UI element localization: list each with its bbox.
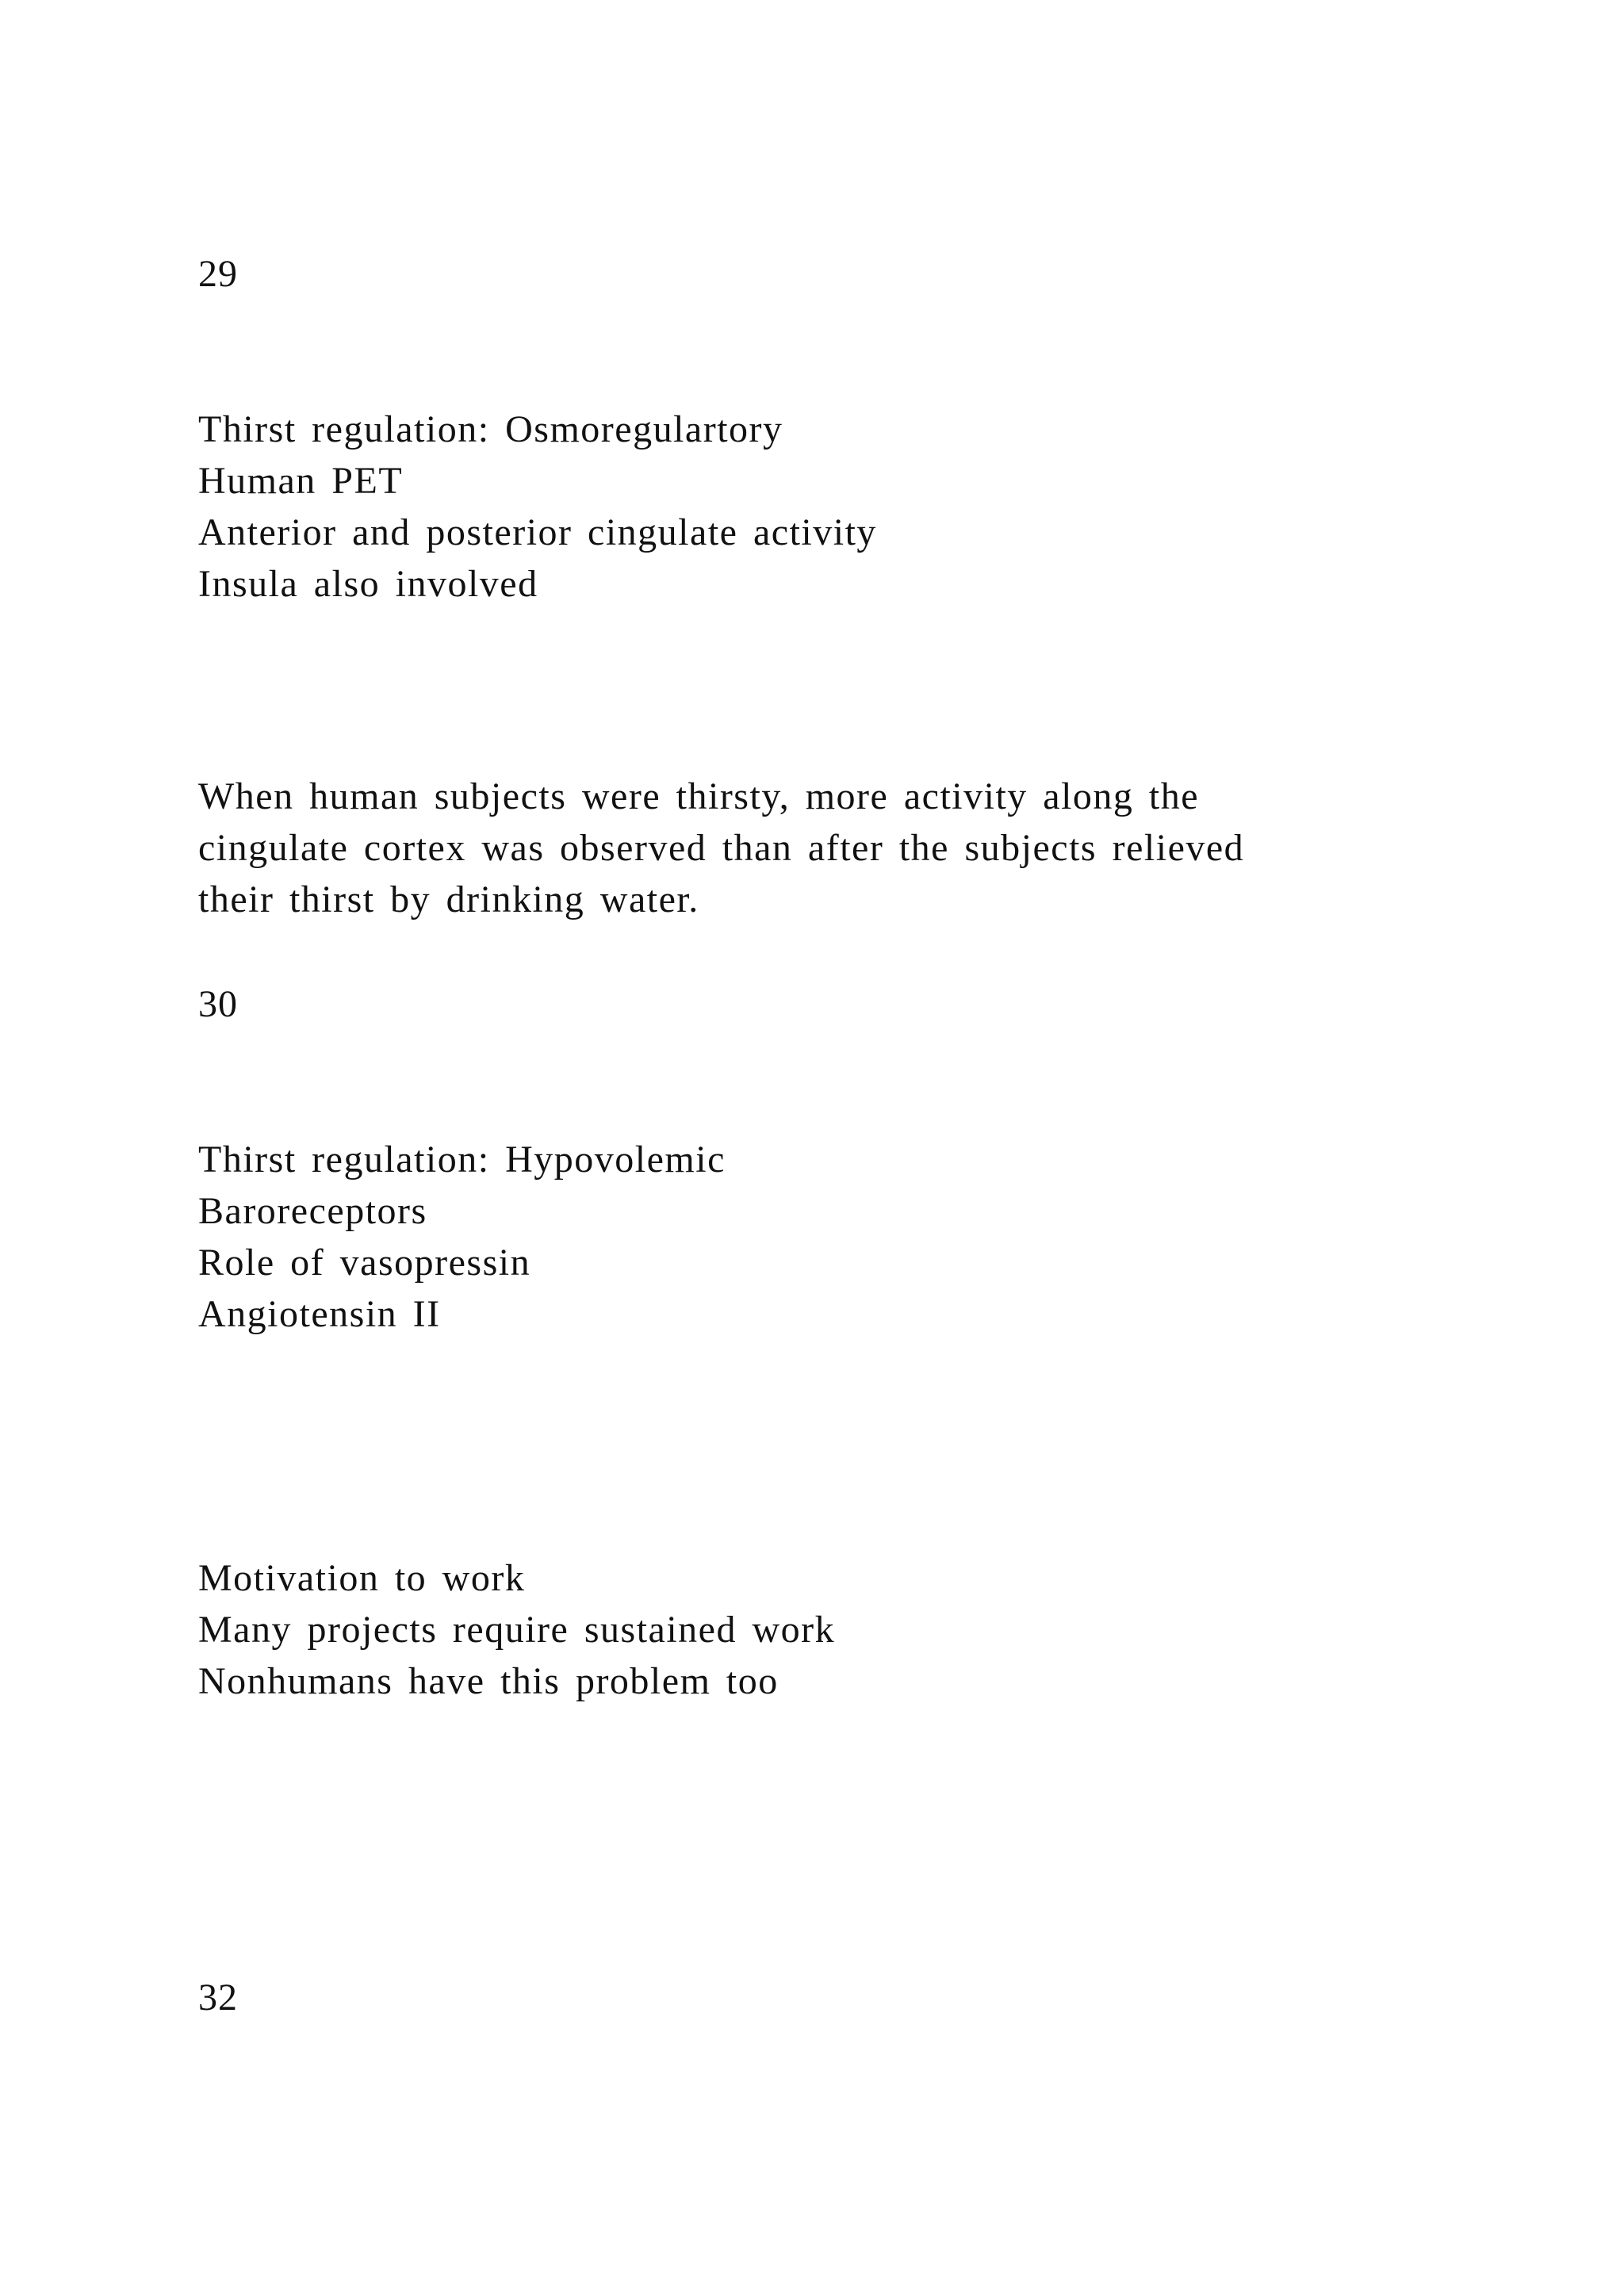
bullet-vasopressin: Role of vasopressin [198, 1242, 531, 1284]
bullet-baroreceptors: Baroreceptors [198, 1190, 427, 1232]
bullet-sustained-work: Many projects require sustained work [198, 1609, 836, 1651]
slide-29-outline [198, 404, 877, 610]
slide-title-hypovolemic: Thirst regulation: Hypovolemic [198, 1138, 726, 1181]
paragraph-line-1: When human subjects were thirsty, more activity along the [198, 775, 1200, 817]
slide-title-osmoregulatory: Thirst regulation: Osmoregulartory [198, 408, 783, 450]
slide-title-motivation: Motivation to work [198, 1557, 526, 1599]
bullet-nonhumans: Nonhumans have this problem too [198, 1660, 779, 1702]
bullet-human-pet: Human PET [198, 460, 404, 502]
bullet-insula: Insula also involved [198, 563, 538, 605]
bullet-cingulate-activity: Anterior and posterior cingulate activity [198, 511, 877, 553]
page-number-32: 32 [198, 1976, 238, 2019]
paragraph-line-3: their thirst by drinking water. [198, 878, 699, 920]
paragraph-line-2: cingulate cortex was observed than after the subjects relieved [198, 827, 1245, 869]
bullet-angiotensin: Angiotensin II [198, 1293, 441, 1335]
page-number-29: 29 [198, 253, 238, 295]
slide-29-notes-paragraph [198, 771, 1244, 925]
slide-30-outline [198, 1134, 726, 1340]
slide-31-outline [198, 1552, 835, 1707]
page-number-30: 30 [198, 983, 238, 1025]
